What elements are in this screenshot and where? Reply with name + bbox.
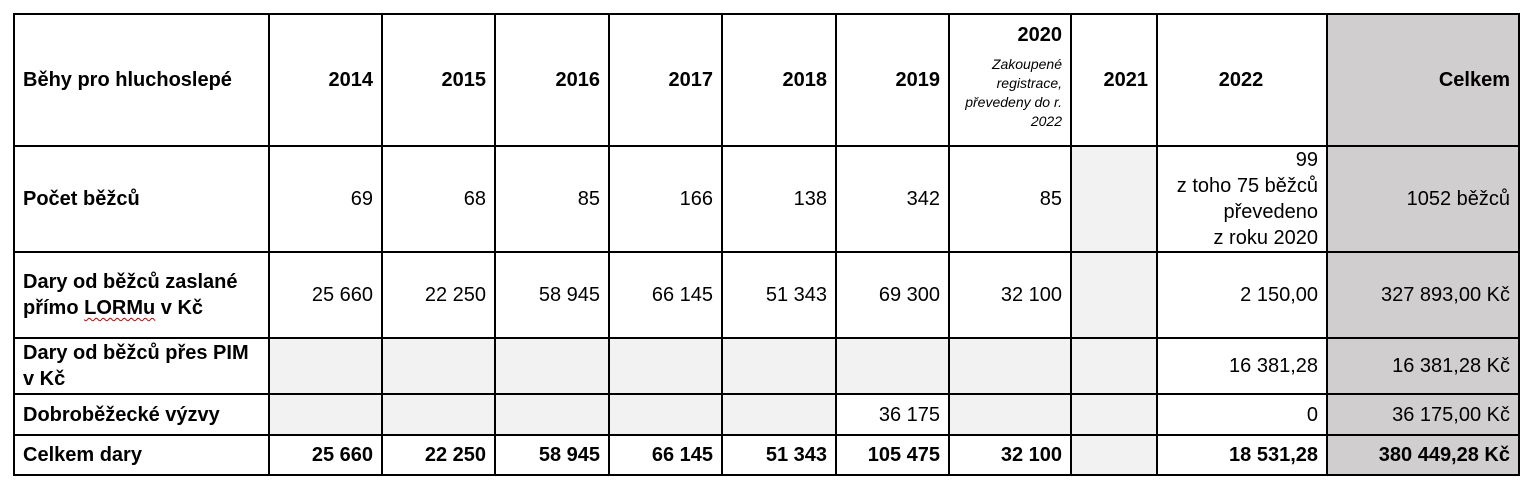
runners-2022-line: 99 [1295, 149, 1318, 171]
table-cell: 342 [836, 146, 949, 252]
table-cell: 51 343 [722, 252, 836, 338]
table-cell: 58 945 [495, 435, 609, 475]
table-cell: 2 150,00 [1157, 252, 1327, 338]
table-cell: 51 343 [722, 435, 836, 475]
row-total-challenges: 36 175,00 Kč [1327, 394, 1519, 435]
runners-2022-cell [1157, 146, 1327, 252]
table-cell-empty [382, 338, 495, 394]
table-cell-empty [1071, 146, 1157, 252]
year-header-2020-cell [949, 14, 1071, 146]
table-cell: 16 381,28 [1157, 338, 1327, 394]
table-cell-empty [609, 338, 722, 394]
table-cell-empty [269, 394, 382, 435]
year-header-2017: 2017 [609, 14, 722, 146]
table-cell-empty [269, 338, 382, 394]
table-row-donations-pim [14, 338, 1519, 394]
table-cell: 66 145 [609, 252, 722, 338]
table-cell-empty [949, 338, 1071, 394]
table-cell: 0 [1157, 394, 1327, 435]
table-cell: 32 100 [949, 435, 1071, 475]
table-cell-empty [495, 394, 609, 435]
row-label-part: Dary od běžců zaslané přímo [23, 271, 238, 319]
table-cell-empty [722, 394, 836, 435]
row-total-donations-pim: 16 381,28 Kč [1327, 338, 1519, 394]
table-cell: 85 [949, 146, 1071, 252]
row-total-runners: 1052 běžců [1327, 146, 1519, 252]
table-cell: 32 100 [949, 252, 1071, 338]
table-cell: 66 145 [609, 435, 722, 475]
year-header-2014: 2014 [269, 14, 382, 146]
table-cell: 25 660 [269, 252, 382, 338]
table-cell: 166 [609, 146, 722, 252]
row-label-part: v Kč [160, 297, 204, 319]
year-header-2016: 2016 [495, 14, 609, 146]
runners-2022-line: z toho 75 běžců [1176, 175, 1318, 197]
table-cell-empty [1071, 338, 1157, 394]
row-label-donations-pim: Dary od běžců přes PIM v Kč [14, 338, 269, 394]
header-row [14, 14, 1519, 146]
table-title: Běhy pro hluchoslepé [14, 14, 269, 146]
table-cell: 36 175 [836, 394, 949, 435]
table-cell-empty [1071, 435, 1157, 475]
table-cell: 69 300 [836, 252, 949, 338]
row-total-donations-direct: 327 893,00 Kč [1327, 252, 1519, 338]
table-cell-empty [1071, 252, 1157, 338]
table-cell-empty [609, 394, 722, 435]
row-label-runners: Počet běžců [14, 146, 269, 252]
table-cell: 85 [495, 146, 609, 252]
table-row-donations-direct [14, 252, 1519, 338]
table-cell-empty [722, 338, 836, 394]
table-cell-empty [949, 394, 1071, 435]
table-cell: 69 [269, 146, 382, 252]
runners-2022-line: z roku 2020 [1213, 227, 1318, 249]
table-row-runners [14, 146, 1519, 252]
spellcheck-underlined-word: LORMu [84, 297, 156, 319]
year-header-2019: 2019 [836, 14, 949, 146]
table-cell: 25 660 [269, 435, 382, 475]
table-cell: 68 [382, 146, 495, 252]
donations-table [13, 13, 1520, 476]
grand-total: 380 449,28 Kč [1327, 435, 1519, 475]
note-2020: Zakoupené registrace, převedeny do r. 2022 [965, 56, 1062, 129]
table-cell: 58 945 [495, 252, 609, 338]
table-cell-empty [1071, 394, 1157, 435]
table-cell: 105 475 [836, 435, 949, 475]
table-row-total-donations [14, 435, 1519, 475]
table-cell-empty [382, 394, 495, 435]
row-label-total-donations: Celkem dary [14, 435, 269, 475]
row-label-challenges: Dobroběžecké výzvy [14, 394, 269, 435]
table-cell-empty [836, 338, 949, 394]
table-cell: 22 250 [382, 252, 495, 338]
year-header-2022: 2022 [1157, 14, 1327, 146]
table-cell: 22 250 [382, 435, 495, 475]
year-header-2018: 2018 [722, 14, 836, 146]
row-label-donations-direct [14, 252, 269, 338]
table-cell-empty [495, 338, 609, 394]
year-header-2015: 2015 [382, 14, 495, 146]
total-header: Celkem [1327, 14, 1519, 146]
table-row-challenges [14, 394, 1519, 435]
year-header-2021: 2021 [1071, 14, 1157, 146]
year-header-2020: 2020 [1017, 24, 1062, 46]
table-cell: 138 [722, 146, 836, 252]
runners-2022-line: převedeno [1223, 201, 1318, 223]
table-cell: 18 531,28 [1157, 435, 1327, 475]
